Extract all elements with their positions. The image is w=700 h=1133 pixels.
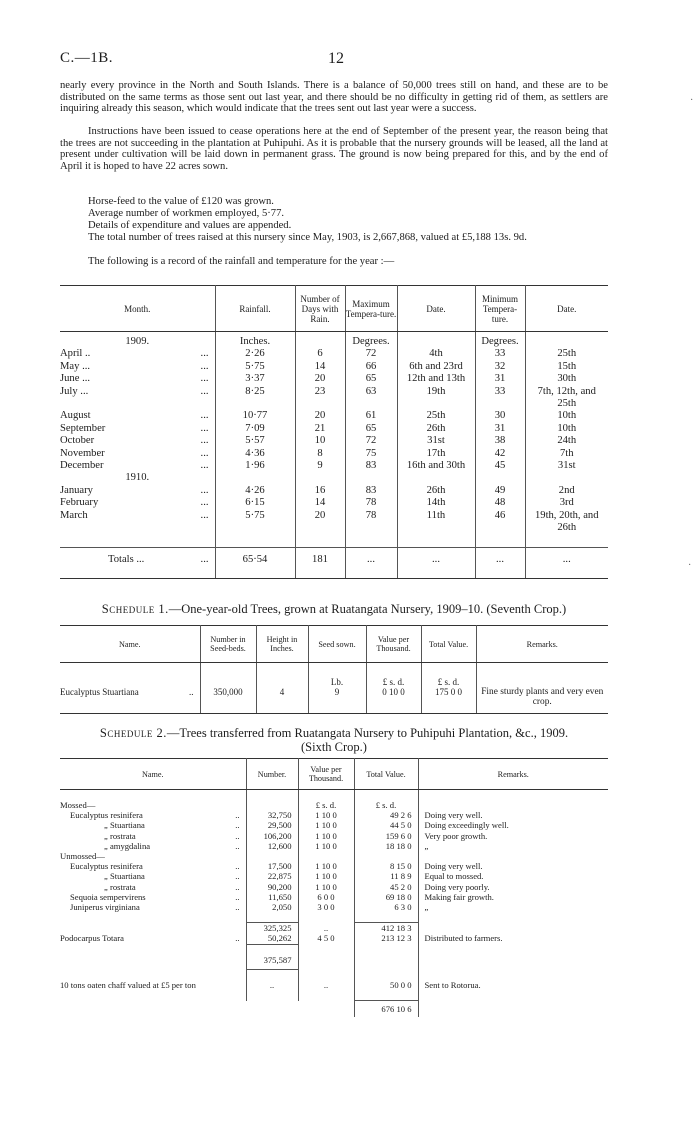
- remarks-cell: Doing very poorly.: [424, 881, 490, 892]
- s1-name-header: Name.: [60, 626, 200, 663]
- tree-name-cell: Sequoia sempervirens ..: [60, 892, 246, 902]
- s2-value-header: Value per Thousand.: [298, 759, 354, 790]
- col-month-header: Month.: [60, 286, 215, 332]
- rainfall-cell: 6·15: [215, 497, 295, 509]
- max-date-cell: 4th: [397, 348, 475, 360]
- max-date-cell: 14th: [397, 497, 475, 509]
- month-cell: April .. ...: [60, 348, 215, 360]
- rainfall-row: [60, 373, 608, 385]
- schedule1-table: [60, 625, 608, 714]
- rainfall-unit: Inches.: [215, 332, 295, 349]
- rainfall-rows-1909: [60, 348, 608, 472]
- min-date-cell: 7th: [559, 447, 574, 459]
- totals-max-date: ...: [397, 547, 475, 578]
- schedule2-subtitle: (Sixth Crop.): [301, 740, 367, 754]
- rainfall-cell: 4·36: [215, 448, 295, 460]
- rainfall-row: [60, 410, 608, 422]
- min-temp-cell: 49: [475, 485, 525, 497]
- total-value-cell: 11 8 9: [354, 871, 418, 881]
- min-temp-cell: 32: [475, 361, 525, 373]
- max-date-cell: 26th: [397, 423, 475, 435]
- min-temp-cell: 31: [475, 373, 525, 385]
- remarks-cell: „: [424, 840, 429, 851]
- rainfall-cell: 7·09: [215, 423, 295, 435]
- number-cell: 22,875: [246, 871, 298, 881]
- number-cell: 11,650: [246, 892, 298, 902]
- min-date-cell: 10th: [557, 422, 577, 434]
- rainfall-row: [60, 497, 608, 509]
- value-cell: 1 10 0: [298, 810, 354, 820]
- schedule2-row: [60, 861, 608, 871]
- s1-seed-unit: Lb.: [308, 677, 366, 687]
- s1-value-header: Value per Thousand.: [366, 626, 421, 663]
- s2-name-header: Name.: [60, 759, 246, 790]
- min-temp-cell: 33: [475, 386, 525, 411]
- s1-height-header: Height in Inches.: [256, 626, 308, 663]
- days-cell: 10: [295, 435, 345, 447]
- max-date-cell: 16th and 30th: [397, 460, 475, 472]
- rainfall-row: [60, 361, 608, 373]
- schedule2-header-row: [60, 759, 608, 790]
- rainfall-cell: 4·26: [215, 485, 295, 497]
- s1-value: 0 10 0: [366, 687, 421, 714]
- tree-name-cell: Eucalyptus resinifera ..: [60, 810, 246, 820]
- total-value-cell: 69 18 0: [354, 892, 418, 902]
- max-temp-cell: 65: [345, 373, 397, 385]
- remarks-cell: Doing exceedingly well.: [424, 820, 509, 831]
- value-cell: 1 10 0: [298, 871, 354, 881]
- paragraph-total-trees: The total number of trees raised at this nursery since May, 1903, is 2,667,868, valued at £5,188 13s. 9d.: [88, 232, 527, 243]
- max-date-cell: 25th: [397, 410, 475, 422]
- max-date-cell: 17th: [397, 448, 475, 460]
- rainfall-cell: 8·25: [215, 386, 295, 411]
- s2-grand-total-row: [60, 1001, 608, 1018]
- s1-value-unit: £ s. d.: [366, 677, 421, 687]
- rainfall-rows-1910: [60, 485, 608, 535]
- paragraph-workmen: Average number of workmen employed, 5·77.: [88, 208, 285, 219]
- paragraph-instructions: Instructions have been issued to cease operations here at the end of September of the present year, the reason being that the trees are not succeeding in the plantation at Puhipuhi. As it is probable that the nursery grounds will be leased, all the land at present under cultivation will be laid down in permanent grass. The ground is now being prepared for this, and by the end of April it is hoped to have 22 acres sown.: [60, 126, 608, 172]
- col-days-header: Number of Days with Rain.: [295, 286, 345, 332]
- s2-subtotal-row: [60, 923, 608, 934]
- min-date-cell: 15th: [557, 360, 577, 372]
- rainfall-row: [60, 423, 608, 435]
- s1-height: 4: [256, 687, 308, 714]
- s1-number-header: Number in Seed-beds.: [200, 626, 256, 663]
- margin-mark: ·: [688, 560, 692, 571]
- s2-podocarpus-name: Podocarpus Totara ..: [60, 933, 246, 944]
- remarks-cell: Very poor growth.: [424, 830, 488, 841]
- number-cell: 17,500: [246, 861, 298, 871]
- tree-name-cell: „ rostrata ..: [60, 831, 246, 841]
- rainfall-cell: 2·26: [215, 348, 295, 360]
- days-cell: 8: [295, 448, 345, 460]
- month-cell: June ... ...: [60, 373, 215, 385]
- max-temp-cell: 83: [345, 485, 397, 497]
- s2-podocarpus-total: 213 12 3: [354, 933, 418, 944]
- schedule2-table: [60, 758, 608, 1017]
- month-cell: October ...: [60, 435, 215, 447]
- value-cell: 6 0 0: [298, 892, 354, 902]
- s2-unmossed-rows: [60, 861, 608, 912]
- totals-min-date: ...: [525, 547, 608, 578]
- rainfall-row: [60, 386, 608, 411]
- value-cell: 1 10 0: [298, 841, 354, 851]
- month-cell: September ...: [60, 423, 215, 435]
- value-cell: 1 10 0: [298, 820, 354, 830]
- remarks-cell: „: [424, 902, 429, 913]
- min-date-cell: 31st: [557, 460, 576, 472]
- max-temp-cell: 72: [345, 348, 397, 360]
- number-cell: 90,200: [246, 882, 298, 892]
- s2-number-total: 375,587: [246, 955, 298, 970]
- max-temp-cell: 78: [345, 510, 397, 535]
- rainfall-cell: 1·96: [215, 460, 295, 472]
- remarks-cell: Doing very well.: [424, 810, 483, 821]
- schedule2-row: [60, 902, 608, 912]
- total-value-cell: 44 5 0: [354, 820, 418, 830]
- total-value-cell: 6 3 0: [354, 902, 418, 912]
- schedule2-row: [60, 892, 608, 902]
- s2-chaff-row: [60, 980, 608, 990]
- s1-total-header: Total Value.: [421, 626, 476, 663]
- s2-chaff-value: ..: [298, 980, 354, 990]
- max-date-cell: 11th: [397, 510, 475, 535]
- year-1909-label: 1909.: [60, 332, 215, 349]
- year-1910-row: [60, 472, 608, 484]
- days-cell: 14: [295, 497, 345, 509]
- max-temp-cell: 83: [345, 460, 397, 472]
- s2-subtotal-number: 325,325: [246, 923, 298, 934]
- max-date-cell: 31st: [397, 435, 475, 447]
- number-cell: 106,200: [246, 831, 298, 841]
- col-rainfall-header: Rainfall.: [215, 286, 295, 332]
- days-cell: 16: [295, 485, 345, 497]
- paragraph-horse-feed: Horse-feed to the value of £120 was grown.: [88, 196, 274, 207]
- col-max-header: Maximum Tempera-ture.: [345, 286, 397, 332]
- totals-label: Totals ... ...: [60, 547, 215, 578]
- s2-value-unit: £ s. d.: [298, 800, 354, 810]
- rainfall-row: [60, 460, 608, 472]
- s2-chaff-number: ..: [246, 980, 298, 990]
- min-temp-cell: 48: [475, 497, 525, 509]
- remarks-cell: Doing very well.: [424, 861, 483, 872]
- total-value-cell: 8 15 0: [354, 861, 418, 871]
- min-date-cell: 3rd: [559, 497, 574, 509]
- total-value-cell: 45 2 0: [354, 882, 418, 892]
- schedule2-row: [60, 871, 608, 881]
- min-date-cell: 2nd: [558, 484, 575, 496]
- number-cell: 2,050: [246, 902, 298, 912]
- document-code: C.—1B.: [60, 50, 114, 66]
- value-cell: 1 10 0: [298, 861, 354, 871]
- schedule2-row: [60, 820, 608, 830]
- s2-mossed-row: [60, 800, 608, 810]
- s2-unmossed-row: [60, 851, 608, 861]
- value-cell: 1 10 0: [298, 882, 354, 892]
- totals-max: ...: [345, 547, 397, 578]
- totals-rainfall: 65·54: [215, 547, 295, 578]
- schedule2-title: Schedule 2.—Trees transferred from Ruatangata Nursery to Puhipuhi Plantation, &c., 1909.: [99, 726, 569, 740]
- min-unit: Degrees.: [475, 332, 525, 349]
- month-cell: December ...: [60, 460, 215, 472]
- paragraph-rainfall-intro: The following is a record of the rainfall and temperature for the year :—: [88, 256, 395, 267]
- s2-subtotal-value: ..: [298, 923, 354, 934]
- month-cell: July ... ...: [60, 386, 215, 411]
- total-value-cell: 18 18 0: [354, 841, 418, 851]
- days-cell: 14: [295, 361, 345, 373]
- min-date-cell: 10th: [557, 410, 577, 422]
- s2-subtotal-total: 412 18 3: [354, 923, 418, 934]
- rainfall-cell: 5·57: [215, 435, 295, 447]
- tree-name-cell: Eucalyptus resinifera ..: [60, 861, 246, 871]
- month-cell: August ...: [60, 410, 215, 422]
- s1-total: 175 0 0: [421, 687, 476, 714]
- rainfall-row: [60, 435, 608, 447]
- page-number: 12: [328, 50, 344, 67]
- s2-podocarpus-value: 4 5 0: [298, 933, 354, 944]
- s2-mossed-label: Mossed—: [60, 800, 246, 810]
- s2-chaff-remarks: Sent to Rotorua.: [424, 979, 481, 990]
- s2-unmossed-label: Unmossed—: [60, 851, 246, 861]
- min-date-cell: 25th: [557, 348, 577, 360]
- s1-total-unit: £ s. d.: [421, 677, 476, 687]
- rainfall-cell: 3·37: [215, 373, 295, 385]
- max-temp-cell: 65: [345, 423, 397, 435]
- min-temp-cell: 46: [475, 510, 525, 535]
- number-cell: 29,500: [246, 820, 298, 830]
- min-temp-cell: 45: [475, 460, 525, 472]
- rainfall-row: [60, 348, 608, 360]
- paragraph-distribution: nearly every province in the North and South Islands. There is a balance of 50,000 trees still on hand, and these are to be distributed on the same terms as those sent out last year, and there should be no difficulty in getting rid of them, as settlers are inquiring already this season, which would indicate that the trees sent out last year were a success.: [60, 80, 608, 115]
- schedule2-row: [60, 831, 608, 841]
- remarks-cell: Equal to mossed.: [424, 871, 484, 882]
- schedule2-row: [60, 882, 608, 892]
- max-temp-cell: 75: [345, 448, 397, 460]
- min-temp-cell: 30: [475, 410, 525, 422]
- max-temp-cell: 63: [345, 386, 397, 411]
- s2-total-unit: £ s. d.: [354, 800, 418, 810]
- tree-name-cell: „ Stuartiana ..: [60, 820, 246, 830]
- rainfall-cell: 10·77: [215, 410, 295, 422]
- max-date-cell: 6th and 23rd: [397, 361, 475, 373]
- number-cell: 12,600: [246, 841, 298, 851]
- paragraph-details: Details of expenditure and values are appended.: [88, 220, 292, 231]
- year-1910-label: 1910.: [60, 472, 215, 484]
- s2-podocarpus-row: [60, 933, 608, 944]
- month-cell: January ...: [60, 485, 215, 497]
- margin-mark: ·: [690, 95, 694, 106]
- col-max-date-header: Date.: [397, 286, 475, 332]
- rainfall-row: [60, 510, 608, 535]
- s1-remarks-header: Remarks.: [476, 626, 608, 663]
- rainfall-row: [60, 485, 608, 497]
- days-cell: 9: [295, 460, 345, 472]
- col-min-date-header: Date.: [525, 286, 608, 332]
- units-row: [60, 332, 608, 349]
- s2-number-total-row: [60, 955, 608, 970]
- tree-name-cell: „ Stuartiana ..: [60, 871, 246, 881]
- days-cell: 20: [295, 510, 345, 535]
- schedule1-units-row: [60, 677, 608, 687]
- s1-name: Eucalyptus Stuartiana ..: [60, 687, 200, 714]
- min-temp-cell: 31: [475, 423, 525, 435]
- month-cell: May ... ...: [60, 361, 215, 373]
- s2-podocarpus-number: 50,262: [246, 933, 298, 944]
- rainfall-cell: 5·75: [215, 361, 295, 373]
- totals-min: ...: [475, 547, 525, 578]
- tree-name-cell: „ rostrata ..: [60, 882, 246, 892]
- tree-name-cell: „ amygdalina ..: [60, 841, 246, 851]
- days-cell: 6: [295, 348, 345, 360]
- value-cell: 3 0 0: [298, 902, 354, 912]
- max-date-cell: 26th: [397, 485, 475, 497]
- s1-seed: 9: [308, 687, 366, 714]
- min-date-cell: 24th: [557, 435, 577, 447]
- rainfall-row: [60, 448, 608, 460]
- month-cell: November ...: [60, 448, 215, 460]
- s2-mossed-rows: [60, 810, 608, 851]
- max-temp-cell: 72: [345, 435, 397, 447]
- days-cell: 20: [295, 410, 345, 422]
- value-cell: 1 10 0: [298, 831, 354, 841]
- totals-days: 181: [295, 547, 345, 578]
- min-temp-cell: 38: [475, 435, 525, 447]
- total-value-cell: 49 2 6: [354, 810, 418, 820]
- number-cell: 32,750: [246, 810, 298, 820]
- max-date-cell: 19th: [397, 386, 475, 411]
- tree-name-cell: Juniperus virginiana ..: [60, 902, 246, 912]
- max-unit: Degrees.: [345, 332, 397, 349]
- min-date-cell: 30th: [557, 373, 577, 385]
- s2-grand-total: 676 10 6: [354, 1001, 418, 1018]
- min-date-cell: 19th, 20th, and 26th: [534, 509, 599, 534]
- totals-row: [60, 547, 608, 578]
- max-temp-cell: 61: [345, 410, 397, 422]
- month-cell: February ...: [60, 497, 215, 509]
- schedule1-row: [60, 687, 608, 714]
- schedule2-row: [60, 841, 608, 851]
- max-temp-cell: 66: [345, 361, 397, 373]
- total-value-cell: 159 6 0: [354, 831, 418, 841]
- col-min-header: Minimum Tempera-ture.: [475, 286, 525, 332]
- min-temp-cell: 42: [475, 448, 525, 460]
- s2-total-header: Total Value.: [354, 759, 418, 790]
- rainfall-table: [60, 285, 608, 579]
- s2-number-header: Number.: [246, 759, 298, 790]
- s2-chaff-name: 10 tons oaten chaff valued at £5 per ton: [60, 980, 246, 990]
- s1-number: 350,000: [200, 687, 256, 714]
- days-cell: 20: [295, 373, 345, 385]
- max-temp-cell: 78: [345, 497, 397, 509]
- s2-chaff-total: 50 0 0: [354, 980, 418, 990]
- schedule2-row: [60, 810, 608, 820]
- max-date-cell: 12th and 13th: [397, 373, 475, 385]
- schedule1-header-row: [60, 626, 608, 663]
- min-date-cell: 7th, 12th, and 25th: [537, 385, 596, 410]
- s2-podocarpus-remarks: Distributed to farmers.: [424, 933, 503, 944]
- remarks-cell: Making fair growth.: [424, 891, 494, 902]
- s2-remarks-header: Remarks.: [418, 759, 608, 790]
- days-cell: 21: [295, 423, 345, 435]
- s1-seed-header: Seed sown.: [308, 626, 366, 663]
- min-temp-cell: 33: [475, 348, 525, 360]
- days-cell: 23: [295, 386, 345, 411]
- month-cell: March ...: [60, 510, 215, 535]
- s1-remarks: Fine sturdy plants and very even crop.: [476, 687, 608, 714]
- rainfall-header-row: [60, 286, 608, 332]
- schedule1-title: Schedule 1.—One-year-old Trees, grown at Ruatangata Nursery, 1909–10. (Seventh Crop.): [101, 602, 567, 616]
- rainfall-cell: 5·75: [215, 510, 295, 535]
